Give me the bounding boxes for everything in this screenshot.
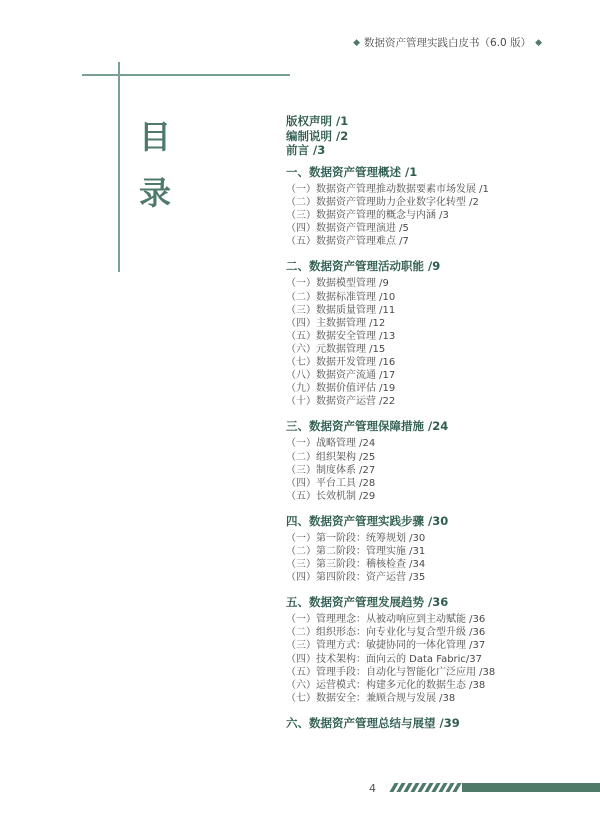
toc-item[interactable]: （九）数据价值评估 /19 <box>286 383 396 395</box>
toc-item[interactable]: （二）组织架构 /25 <box>286 451 376 463</box>
page-title-char-1: 目 <box>139 118 172 156</box>
toc-item[interactable]: （五）数据安全管理 /13 <box>286 330 396 342</box>
toc-item[interactable]: （五）管理手段：自动化与智能化广泛应用 /38 <box>286 666 496 678</box>
toc-item[interactable]: （六）元数据管理 /15 <box>286 343 386 355</box>
decorative-footer-bar <box>462 783 600 792</box>
toc-section-title[interactable]: 五、数据资产管理发展趋势 /36 <box>286 595 449 610</box>
toc-item[interactable]: （三）管理方式：敏捷协同的一体化管理 /37 <box>286 640 486 652</box>
toc-section-title[interactable]: 一、数据资产管理概述 /1 <box>286 165 418 179</box>
toc-item[interactable]: （八）数据资产流通 /17 <box>286 370 396 382</box>
page-title-char-2: 录 <box>139 174 172 212</box>
toc-section-title[interactable]: 二、数据资产管理活动职能 /9 <box>286 259 441 274</box>
toc-item[interactable]: （四）数据资产管理演进 /5 <box>286 223 409 235</box>
preface-list <box>286 114 348 158</box>
toc-item[interactable]: （三）数据资产管理的概念与内涵 /3 <box>286 210 449 222</box>
toc-item[interactable]: （七）数据安全：兼顾合规与发展 /38 <box>286 692 456 704</box>
toc-item[interactable]: （一）第一阶段：统筹规划 /30 <box>286 532 426 544</box>
toc-item[interactable]: （十）数据资产运营 /22 <box>286 396 396 408</box>
running-header <box>353 35 542 50</box>
toc-section-title[interactable]: 四、数据资产管理实践步骤 /30 <box>286 513 449 528</box>
diamond-icon: ◆ <box>535 37 542 48</box>
toc-item[interactable]: （四）第四阶段：资产运营 /35 <box>286 572 426 584</box>
toc-item[interactable]: （三）数据质量管理 /11 <box>286 304 396 316</box>
toc-section <box>286 259 576 408</box>
toc-section <box>286 514 576 584</box>
toc-item[interactable]: （六）运营模式：构建多元化的数据生态 /38 <box>286 679 486 691</box>
header-title: 数据资产管理实践白皮书（6.0 版） <box>364 37 532 49</box>
table-of-contents <box>286 165 576 742</box>
toc-item[interactable]: （二）组织形态：向专业化与复合型升级 /36 <box>286 627 486 639</box>
diamond-icon: ◆ <box>353 37 361 48</box>
preface-item-compilation[interactable]: 编制说明 /2 <box>286 128 349 143</box>
toc-item[interactable]: （一）战略管理 /24 <box>286 438 376 450</box>
preface-item-copyright[interactable]: 版权声明 /1 <box>286 114 349 128</box>
toc-item[interactable]: （三）第三阶段：稽核检查 /34 <box>286 559 426 571</box>
toc-section <box>286 716 576 731</box>
toc-item[interactable]: （五）长效机制 /29 <box>286 490 376 502</box>
toc-item[interactable]: （五）数据资产管理难点 /7 <box>286 236 409 248</box>
toc-item[interactable]: （四）平台工具 /28 <box>286 477 376 489</box>
toc-item[interactable]: （四）主数据管理 /12 <box>286 317 386 329</box>
toc-section <box>286 165 576 248</box>
toc-item[interactable]: （二）数据标准管理 /10 <box>286 291 396 303</box>
toc-item[interactable]: （二）数据资产管理助力企业数字化转型 /2 <box>286 197 479 209</box>
toc-item[interactable]: （一）数据模型管理 /9 <box>286 278 389 290</box>
toc-item[interactable]: （二）第二阶段：管理实施 /31 <box>286 545 426 557</box>
toc-item[interactable]: （三）制度体系 /27 <box>286 464 376 476</box>
decorative-stripes <box>392 783 462 792</box>
toc-item[interactable]: （四）技术架构：面向云的 Data Fabric/37 <box>286 653 483 665</box>
page-number: 4 <box>369 782 376 795</box>
toc-item[interactable]: （七）数据开发管理 /16 <box>286 357 396 369</box>
decorative-vertical-line <box>118 62 120 272</box>
toc-section-title[interactable]: 六、数据资产管理总结与展望 /39 <box>286 715 460 730</box>
toc-item[interactable]: （一）数据资产管理推动数据要素市场发展 /1 <box>286 184 489 195</box>
toc-section <box>286 595 576 705</box>
preface-item-foreword[interactable]: 前言 /3 <box>286 143 326 157</box>
toc-section-title[interactable]: 三、数据资产管理保障措施 /24 <box>286 419 449 434</box>
decorative-horizontal-line <box>82 74 290 76</box>
toc-item[interactable]: （一）管理理念：从被动响应到主动赋能 /36 <box>286 614 486 626</box>
toc-section <box>286 419 576 502</box>
